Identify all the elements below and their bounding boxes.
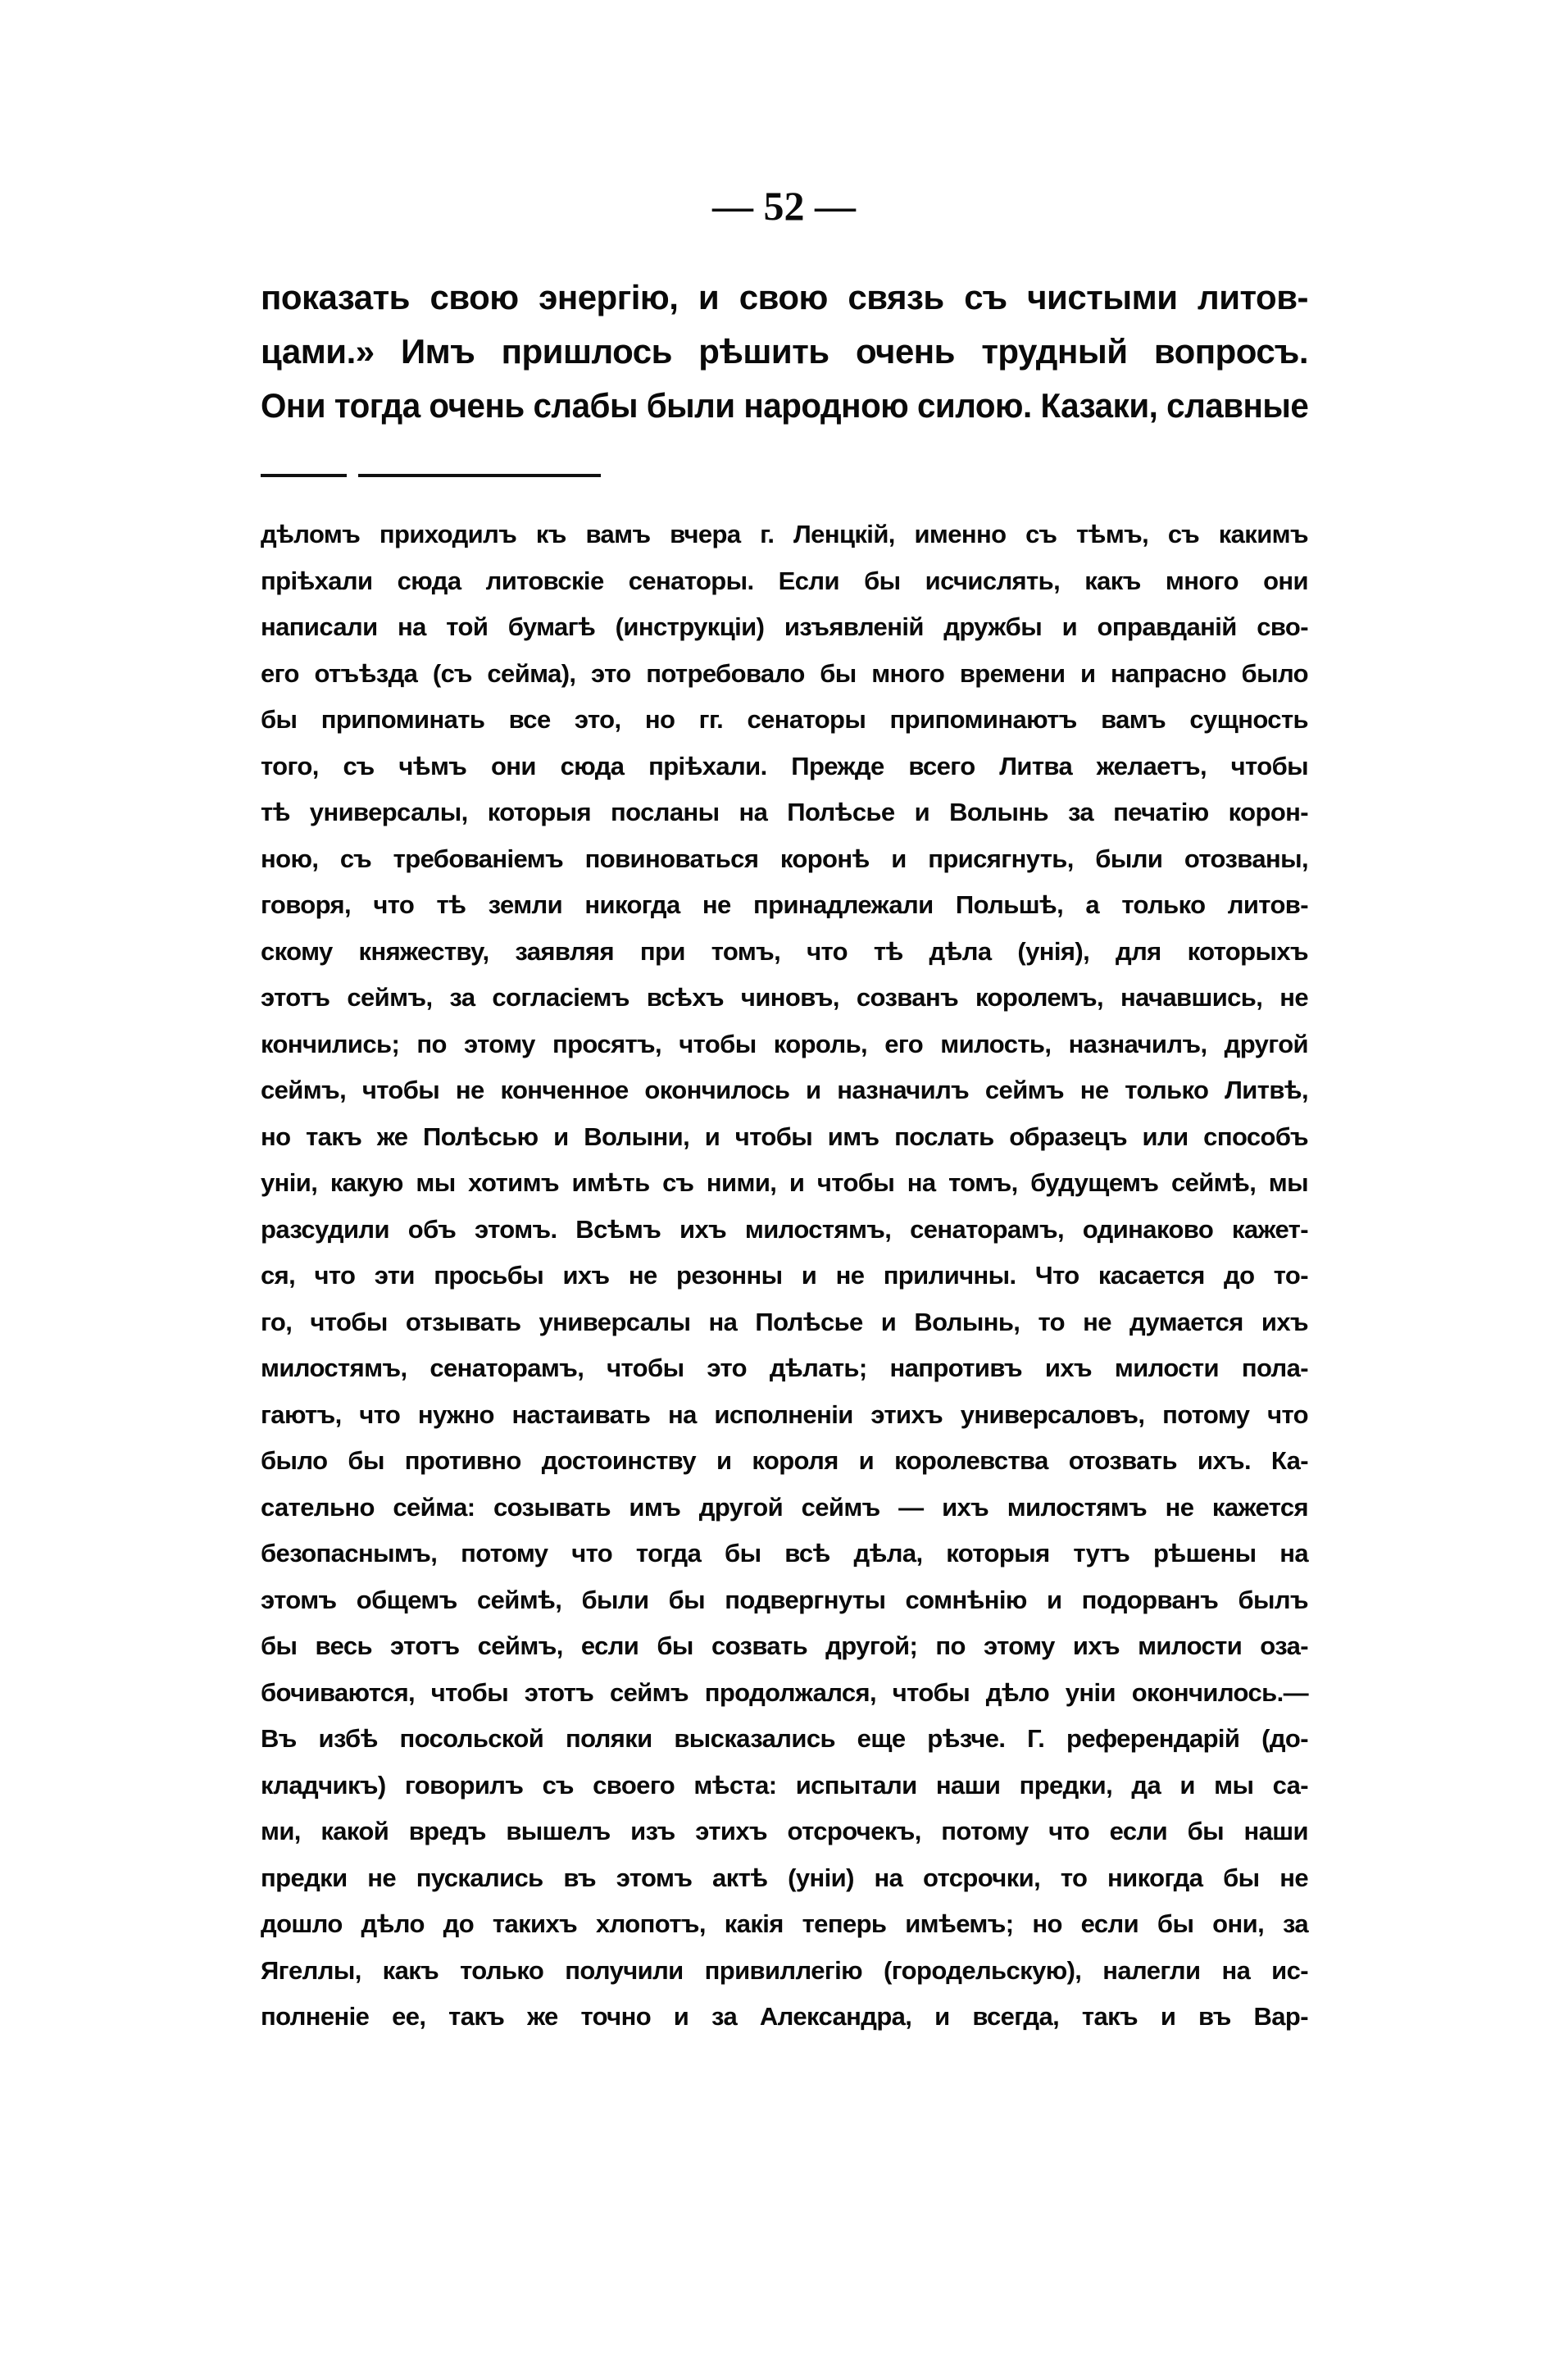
footnote-line: бочиваются, чтобы этотъ сеймъ продолжался, чтобы дѣло уніи окончилось.— bbox=[261, 1677, 1308, 1707]
footnote-line: сеймъ, чтобы не конченное окончилось и назначилъ сеймъ не только Литвѣ, bbox=[261, 1076, 1308, 1104]
page-number: — 52 — bbox=[712, 183, 856, 229]
footnote-line: но такъ же Полѣсью и Волыни, и чтобы имъ послать образецъ или способъ bbox=[261, 1122, 1308, 1151]
footnote-line: ся, что эти просьбы ихъ не резонны и не приличны. Что касается до то- bbox=[261, 1261, 1308, 1290]
footnote-line: безопаснымъ, потому что тогда бы всѣ дѣла, которыя тутъ рѣшены на bbox=[261, 1539, 1308, 1568]
footnote-line: милостямъ, сенаторамъ, чтобы это дѣлать; напротивъ ихъ милости пола- bbox=[261, 1354, 1308, 1382]
text-line: Они тогда очень слабы были народною силою. Казаки, славные bbox=[261, 386, 1309, 425]
footnote-line: его отъѣзда (съ сейма), это потребовало бы много времени и напрасно было bbox=[261, 658, 1308, 688]
footnote-line: пріѣхали сюда литовскіе сенаторы. Если бы исчислять, какъ много они bbox=[261, 566, 1308, 595]
footnote-text bbox=[261, 512, 1308, 2041]
footnote-line: гаютъ, что нужно настаивать на исполненіи этихъ универсаловъ, потому что bbox=[261, 1399, 1308, 1429]
footnote-line: сательно сейма: созывать имъ другой сеймъ — ихъ милостямъ не кажется bbox=[261, 1492, 1308, 1522]
footnote-line: этотъ сеймъ, за согласіемъ всѣхъ чиновъ, созванъ королемъ, начавшись, не bbox=[261, 983, 1308, 1012]
footnote-line: полненіе ее, такъ же точно и за Александра, и всегда, такъ и въ Вар- bbox=[261, 2002, 1308, 2031]
footnote-line: бы весь этотъ сеймъ, если бы созвать другой; по этому ихъ милости оза- bbox=[261, 1631, 1308, 1660]
footnote-line: Ягеллы, какъ только получили привиллегію (городельскую), налегли на ис- bbox=[261, 1955, 1308, 1985]
footnote-line: скому княжеству, заявляя при томъ, что тѣ дѣла (унія), для которыхъ bbox=[261, 936, 1308, 966]
separator-gap bbox=[347, 472, 358, 479]
footnote-line: говоря, что тѣ земли никогда не принадлежали Польшѣ, а только литов- bbox=[261, 890, 1308, 919]
footnote-line: уніи, какую мы хотимъ имѣть съ ними, и чтобы на томъ, будущемъ сеймѣ, мы bbox=[261, 1168, 1308, 1197]
text-line: показать свою энергію, и свою связь съ чистыми литов- bbox=[261, 278, 1308, 316]
footnote-line: того, съ чѣмъ они сюда пріѣхали. Прежде всего Литва желаетъ, чтобы bbox=[261, 751, 1308, 780]
footnote-line: Въ избѣ посольской поляки высказались еще рѣзче. Г. референдарій (до- bbox=[261, 1724, 1308, 1753]
footnote-line: ми, какой вредъ вышелъ изъ этихъ отсрочекъ, потому что если бы наши bbox=[261, 1817, 1308, 1845]
footnote-line: написали на той бумагѣ (инструкціи) изъявленій дружбы и оправданій сво- bbox=[261, 612, 1308, 641]
footnote-line: бы припоминать все это, но гг. сенаторы припоминаютъ вамъ сущность bbox=[261, 705, 1308, 734]
footnote-line: ною, съ требованіемъ повиноваться коронѣ и присягнуть, были отозваны, bbox=[261, 844, 1308, 873]
footnote-line: го, чтобы отзывать универсалы на Полѣсье и Волынь, то не думается ихъ bbox=[261, 1307, 1308, 1336]
main-text bbox=[261, 271, 1308, 433]
footnote-line: кончились; по этому просятъ, чтобы король, его милость, назначилъ, другой bbox=[261, 1029, 1308, 1058]
footnote-line: предки не пускались въ этомъ актѣ (уніи) на отсрочки, то никогда бы не bbox=[261, 1863, 1308, 1892]
footnote-line: тѣ универсалы, которыя посланы на Полѣсье и Волынь за печатію корон- bbox=[261, 798, 1308, 826]
footnote-line: разсудили объ этомъ. Всѣмъ ихъ милостямъ, сенаторамъ, одинаково кажет- bbox=[261, 1214, 1308, 1244]
footnote-line: было бы противно достоинству и короля и королевства отозвать ихъ. Ка- bbox=[261, 1446, 1308, 1475]
text-line: цами.» Имъ пришлось рѣшить очень трудный вопросъ. bbox=[261, 332, 1308, 371]
footnote-separator-rule bbox=[261, 474, 601, 477]
footnote-line: кладчикъ) говорилъ съ своего мѣста: испытали наши предки, да и мы са- bbox=[261, 1770, 1308, 1800]
footnote-line: дошло дѣло до такихъ хлопотъ, какія теперь имѣемъ; но если бы они, за bbox=[261, 1909, 1308, 1938]
footnote-line: этомъ общемъ сеймѣ, были бы подвергнуты сомнѣнію и подорванъ былъ bbox=[261, 1585, 1308, 1614]
footnote-line: дѣломъ приходилъ къ вамъ вчера г. Ленцкій, именно съ тѣмъ, съ какимъ bbox=[261, 520, 1308, 548]
